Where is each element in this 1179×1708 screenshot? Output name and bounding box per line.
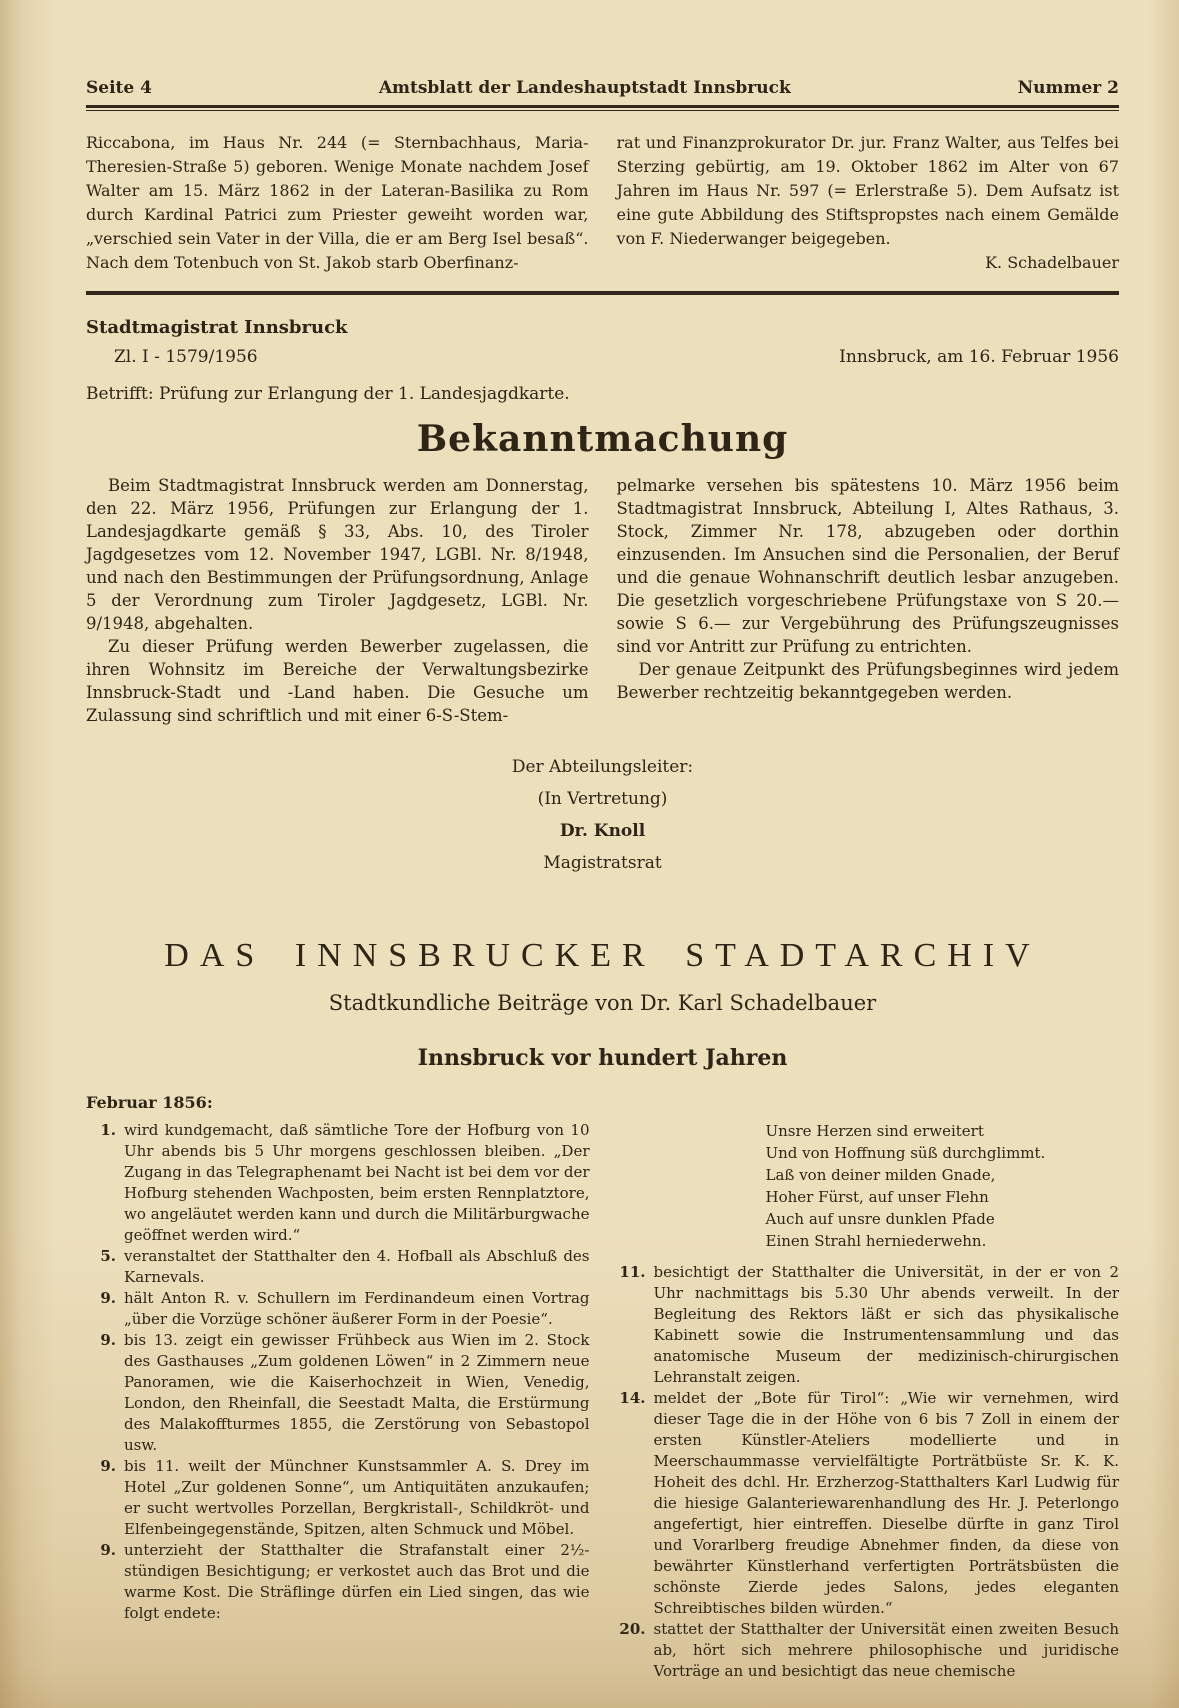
item-text: wird kundgemacht, daß sämtliche Tore der Hofburg von 10 Uhr abends bis 5 Uhr morgens geschlossen bleiben. „Der Zugang in das Telegraphenamt bei Nacht ist bei dem vor der Hofburg stehenden Wachposten, beim ersten Rennplatztore, wo angeläutet werden kann und durch die Militärburgwache geöffnet werden wird.“ bbox=[124, 1121, 590, 1244]
poem-line: Laß von deiner milden Gnade, bbox=[765, 1166, 996, 1184]
issue-number-label: Nummer 2 bbox=[1017, 78, 1119, 98]
item-number: 9. bbox=[100, 1457, 116, 1475]
section-rule bbox=[86, 291, 1119, 295]
top-article-right-text: rat und Finanzprokurator Dr. jur. Franz Walter, aus Telfes bei Sterzing gebürtig, am 19. Oktober 1862 im Alter von 67 Jahren im Haus Nr. 597 (= Erlerstraße 5). Dem Aufsatz ist eine gute Abbildung des Stiftspropstes nach einem Gemälde von F. Niederwanger beigegeben. bbox=[616, 133, 1119, 248]
item-number: 14. bbox=[619, 1389, 646, 1407]
header-rule bbox=[86, 105, 1119, 111]
page-number-label: Seite 4 bbox=[86, 78, 152, 98]
list-item bbox=[86, 1246, 590, 1288]
item-number: 9. bbox=[100, 1289, 116, 1307]
signoff-deputy: (In Vertretung) bbox=[537, 789, 668, 809]
list-item bbox=[86, 1120, 590, 1246]
notice-body bbox=[86, 474, 1119, 727]
signoff-role: Der Abteilungsleiter: bbox=[511, 757, 694, 777]
stadtarchiv-subtitle: Stadtkundliche Beiträge von Dr. Karl Schadelbauer bbox=[328, 991, 877, 1015]
file-dateline-row bbox=[86, 347, 1119, 367]
item-text: veranstaltet der Statthalter den 4. Hofball als Abschluß des Karnevals. bbox=[124, 1247, 590, 1286]
item-number: 1. bbox=[100, 1121, 116, 1139]
top-article-right-column bbox=[617, 131, 1120, 275]
chronicle-right-column bbox=[616, 1120, 1120, 1682]
signoff-title: Magistratsrat bbox=[543, 853, 662, 873]
notice-heading: Bekanntmachung bbox=[416, 418, 789, 460]
item-text: stattet der Statthalter der Universität einen zweiten Besuch ab, hört sich mehrere philosophische und juridische Vorträge an und besichtigt das neue chemische bbox=[653, 1620, 1119, 1680]
notice-paragraph: pelmarke versehen bis spätestens 10. März 1956 beim Stadtmagistrat Innsbruck, Abteilung I, Altes Rathaus, 3. Stock, Zimmer Nr. 178, abzugeben oder dorthin einzusenden. Im Ansuchen sind die Personalien, der Beruf und die genaue Wohnanschrift deutlich lesbar anzugeben. Die gesetzlich vorgeschriebene Prüfungstaxe von S 20.— sowie S 6.— zur Vergebührung des Prüfungszeugnisses sind vor Antritt zur Prüfung zu entrichten. bbox=[616, 476, 1119, 656]
list-item bbox=[86, 1456, 590, 1540]
notice-right-column bbox=[617, 474, 1120, 727]
running-head bbox=[86, 78, 1119, 98]
item-text: unterzieht der Statthalter die Strafanstalt einer 2½-stündigen Besichtigung; er verkostet auch das Brot und die warme Kost. Die Sträflinge dürfen ein Lied singen, das wie folgt endete: bbox=[124, 1541, 590, 1622]
stadtarchiv-title: DAS INNSBRUCKER STADTARCHIV bbox=[164, 937, 1041, 974]
page-content bbox=[86, 78, 1119, 1682]
item-text: hält Anton R. v. Schullern im Ferdinandeum einen Vortrag „über die Vorzüge schöner äußerer Form in der Poesie“. bbox=[124, 1289, 590, 1328]
signoff-name: Dr. Knoll bbox=[559, 821, 646, 841]
signature-block bbox=[86, 751, 1119, 879]
top-article-left-column: Riccabona, im Haus Nr. 244 (= Sternbachhaus, Maria-Theresien-Straße 5) geboren. Wenige Monate nachdem Josef Walter am 15. März 1862 in der Lateran-Basilika zu Rom durch Kardinal Patrici zum Priester geweiht worden war, „verschied sein Vater in der Villa, die er am Berg Isel besaß“. Nach dem Totenbuch von St. Jakob starb Oberfinanz- bbox=[86, 133, 589, 272]
list-item bbox=[616, 1388, 1120, 1619]
file-number: Zl. I - 1579/1956 bbox=[114, 347, 258, 367]
item-text: besichtigt der Statthalter die Universität, in der er von 2 Uhr nachmittags bis 5.30 Uhr abends verweilt. In der Begleitung des Rektors läßt er sich das physikalische Kabinett sowie die Instrumentensammlung und das anatomische Museum der medizinisch-chirurgischen Lehranstalt zeigen. bbox=[653, 1263, 1119, 1386]
list-item bbox=[86, 1540, 590, 1624]
item-number: 5. bbox=[100, 1247, 116, 1265]
item-number: 9. bbox=[100, 1331, 116, 1349]
chronicle-left-column bbox=[86, 1120, 590, 1682]
article-signature: K. Schadelbauer bbox=[985, 253, 1119, 272]
poem-line: Unsre Herzen sind erweitert bbox=[765, 1122, 984, 1140]
notice-paragraph: Beim Stadtmagistrat Innsbruck werden am Donnerstag, den 22. März 1956, Prüfungen zur Erlangung der 1. Landesjagdkarte gemäß § 33, Abs. 10, des Tiroler Jagdgesetzes vom 12. November 1947, LGBl. Nr. 8/1948, und nach den Bestimmungen der Prüfungsordnung, Anlage 5 der Verordnung zum Tiroler Jagdgesetz, LGBl. Nr. 9/1948, abgehalten. bbox=[86, 476, 589, 633]
dateline: Innsbruck, am 16. Februar 1956 bbox=[839, 347, 1119, 367]
issuing-office: Stadtmagistrat Innsbruck bbox=[86, 317, 348, 338]
notice-left-column bbox=[86, 474, 589, 727]
list-item bbox=[616, 1262, 1120, 1388]
item-text: bis 11. weilt der Münchner Kunstsammler A. S. Drey im Hotel „Zur goldenen Sonne“, um Antiquitäten anzukaufen; er sucht wertvolles Porzellan, Bergkristall-, Schildkröt- und Elfenbeingegenstände, Spitzen, alten Schmuck und Möbel. bbox=[124, 1457, 590, 1538]
notice-paragraph: Der genaue Zeitpunkt des Prüfungsbeginnes wird jedem Bewerber rechtzeitig bekanntgegeben werden. bbox=[616, 660, 1119, 702]
list-item bbox=[86, 1288, 590, 1330]
month-label: Februar 1856: bbox=[86, 1093, 213, 1112]
list-item bbox=[616, 1619, 1120, 1682]
subject-line: Betrifft: Prüfung zur Erlangung der 1. Landesjagdkarte. bbox=[86, 384, 570, 404]
top-article bbox=[86, 131, 1119, 275]
poem-line: Hoher Fürst, auf unser Flehn bbox=[765, 1188, 989, 1206]
notice-header bbox=[86, 317, 1119, 404]
item-number: 11. bbox=[619, 1263, 646, 1281]
prisoners-song-verse bbox=[766, 1120, 1120, 1252]
poem-line: Und von Hoffnung süß durchglimmt. bbox=[765, 1144, 1046, 1162]
list-item bbox=[86, 1330, 590, 1456]
item-text: meldet der „Bote für Tirol“: „Wie wir vernehmen, wird dieser Tage die in der Höhe von 6 bis 7 Zoll in einem der ersten Künstler-Ateliers modellierte und in Meerschaummasse vervielfältigte Porträtbüste Sr. K. K. Hoheit des dchl. Hr. Erzherzog-Statthalters Karl Ludwig für die hiesige Galanteriewarenhandlung des Hr. J. Peterlongo angefertigt, hier eintreffen. Dieselbe dürfte in ganz Tirol und Vorarlberg freudige Abnehmer finden, da diese von bewährter Künstlerhand verfertigten Porträtsbüsten die schönste Zierde jedes Salons, jedes eleganten Schreibtisches bilden würden.“ bbox=[653, 1389, 1119, 1617]
poem-line: Einen Strahl herniederwehn. bbox=[765, 1232, 987, 1250]
poem-line: Auch auf unsre dunklen Pfade bbox=[765, 1210, 995, 1228]
item-number: 9. bbox=[100, 1541, 116, 1559]
item-text: bis 13. zeigt ein gewisser Frühbeck aus Wien im 2. Stock des Gasthauses „Zum goldenen Löwen“ in 2 Zimmern neue Panoramen, wie die Kaiserhochzeit in Wien, Venedig, London, den Rheinfall, die Seestadt Malta, die Erstürmung des Malakoffturmes 1855, die Zerstörung von Sebastopol usw. bbox=[124, 1331, 590, 1454]
masthead-title: Amtsblatt der Landeshauptstadt Innsbruck bbox=[378, 78, 791, 98]
notice-paragraph: Zu dieser Prüfung werden Bewerber zugelassen, die ihren Wohnsitz im Bereiche der Verwaltungsbezirke Innsbruck-Stadt und -Land haben. Die Gesuche um Zulassung sind schriftlich und mit einer 6-S-Stem- bbox=[86, 637, 589, 725]
stadtarchiv-section-heading: Innsbruck vor hundert Jahren bbox=[417, 1045, 788, 1071]
item-number: 20. bbox=[619, 1620, 646, 1638]
chronicle-columns bbox=[86, 1120, 1119, 1682]
